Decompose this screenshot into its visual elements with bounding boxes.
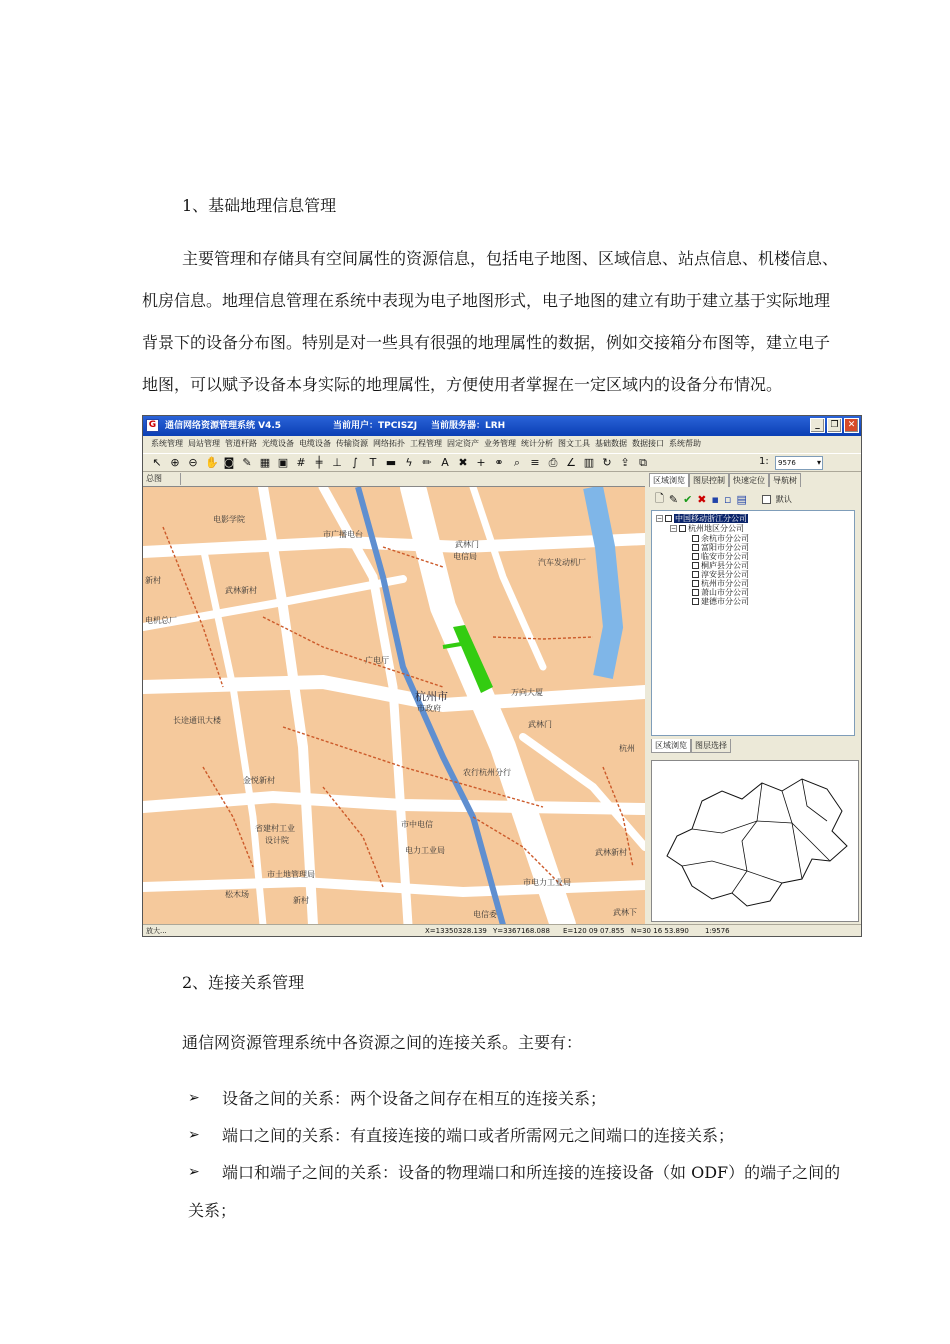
chart-icon[interactable]: ▥ <box>583 456 595 469</box>
city-map <box>143 487 645 924</box>
save-as-icon[interactable]: ▫ <box>723 492 732 506</box>
map-label: 新村 <box>145 576 161 585</box>
map-label: 新村 <box>293 896 309 905</box>
current-server: 当前服务器：LRH <box>431 421 506 431</box>
frame-icon[interactable]: ▣ <box>277 456 289 469</box>
bullet-arrow-icon: ➢ <box>188 1090 200 1106</box>
zoom-out-icon[interactable]: ⊖ <box>188 456 198 469</box>
checkbox[interactable] <box>692 580 699 587</box>
print-icon[interactable]: ⎙ <box>548 456 558 469</box>
map-label: 农行杭州分行 <box>463 768 511 777</box>
scale-prefix: 1: <box>759 456 769 467</box>
map-label: 市广播电台 <box>323 530 363 539</box>
tree-node[interactable]: − 杭州地区分公司 <box>671 524 744 533</box>
default-checkbox-label: 默认 <box>775 494 792 504</box>
menu-bar <box>143 436 861 452</box>
map-label: 广电厅 <box>365 656 389 665</box>
overview-map[interactable] <box>651 760 859 922</box>
tab-region-browse-bottom[interactable]: 区域浏览 <box>651 739 691 753</box>
window-title: 通信网络资源管理系统 V4.5 <box>165 421 282 431</box>
map-label: 武林门 <box>455 540 479 549</box>
menu-item[interactable]: 电缆设备 <box>299 439 331 448</box>
map-label: 电影学院 <box>213 515 245 524</box>
map-label: 杭州市 <box>415 690 448 703</box>
tree-node[interactable]: − 中国移动浙江分公司 <box>657 514 747 523</box>
status-mode: 放大... <box>146 927 167 935</box>
delete-icon[interactable]: ✖ <box>458 456 468 469</box>
map-label: 市政府 <box>417 704 441 713</box>
status-latitude: N=30 16 53.890 <box>631 927 689 935</box>
close-icon[interactable]: ✕ <box>844 418 859 433</box>
section-2-heading: 2、连接关系管理 <box>182 973 305 992</box>
checkbox[interactable] <box>692 571 699 578</box>
map-label: 松木场 <box>225 890 249 899</box>
map-label: 汽车发动机厂 <box>538 558 586 567</box>
tree-node[interactable]: 临安市分公司 <box>692 552 749 561</box>
pan-hand-icon[interactable]: ✋ <box>205 456 219 469</box>
add-icon[interactable]: + <box>476 456 486 469</box>
tree-node[interactable]: 桐庐县分公司 <box>692 561 749 570</box>
map-label: 金悦新村 <box>243 776 275 785</box>
map-label: 电力工业局 <box>405 846 445 855</box>
section-1-paragraph-line-1: 主要管理和存储具有空间属性的资源信息，包括电子地图、区域信息、站点信息、机楼信息、 <box>182 249 839 268</box>
tab-region-browse[interactable]: 区域浏览 <box>649 473 689 487</box>
zoom-in-icon[interactable]: ⊕ <box>170 456 180 469</box>
map-tab-overview[interactable]: 总图 <box>143 473 181 485</box>
checkbox[interactable] <box>692 589 699 596</box>
gis-app-screenshot <box>142 415 862 937</box>
app-titlebar <box>143 416 861 436</box>
pencil-icon[interactable]: ✏ <box>422 456 432 469</box>
map-label: 市土地管理局 <box>267 870 315 879</box>
grid-icon[interactable]: ▦ <box>259 456 271 469</box>
restore-icon[interactable]: ❐ <box>827 418 842 433</box>
tree-node[interactable]: 建德市分公司 <box>692 597 749 606</box>
query-icon[interactable]: ⌕ <box>513 456 521 469</box>
map-label: 市中电信 <box>401 820 433 829</box>
bullet-arrow-icon: ➢ <box>188 1127 200 1143</box>
checkbox[interactable] <box>692 553 699 560</box>
new-icon[interactable]: 🗋 <box>655 491 664 505</box>
refresh-icon[interactable]: ↻ <box>602 456 612 469</box>
checkbox[interactable] <box>679 525 686 532</box>
map-label: 电机总厂 <box>145 616 177 625</box>
map-label: 武林门 <box>528 720 552 729</box>
tab-layer-select[interactable]: 图层选择 <box>691 739 731 753</box>
label-a-icon[interactable]: A <box>441 456 449 469</box>
save-icon[interactable]: ▪ <box>711 492 719 506</box>
section-2-intro: 通信网资源管理系统中各资源之间的连接关系。主要有： <box>182 1033 583 1052</box>
checkbox[interactable] <box>692 544 699 551</box>
app-logo-icon: G <box>146 419 159 432</box>
tab-layer-control[interactable]: 图层控制 <box>689 473 729 487</box>
map-label: 设计院 <box>265 836 289 845</box>
text-icon[interactable]: T <box>369 456 377 469</box>
region-tree <box>651 510 855 736</box>
menu-item[interactable]: 统计分析 <box>521 439 553 448</box>
status-x-coordinate: X=13350328.139 <box>425 927 487 935</box>
default-checkbox[interactable] <box>762 495 771 504</box>
checkbox[interactable] <box>665 515 672 522</box>
bullet-continuation: 关系； <box>188 1201 237 1220</box>
map-label: 武林新村 <box>225 586 257 595</box>
menu-item[interactable]: 固定资产 <box>447 439 479 448</box>
lightning-icon[interactable]: ϟ <box>405 456 413 469</box>
status-longitude: E=120 09 07.855 <box>563 927 625 935</box>
section-1-heading: 1、基础地理信息管理 <box>182 196 337 215</box>
menu-item[interactable]: 光缆设备 <box>262 439 294 448</box>
collapse-icon[interactable]: − <box>657 515 663 522</box>
tab-nav-tree[interactable]: 导航树 <box>769 473 801 487</box>
map-toolbar <box>143 453 861 472</box>
menu-item[interactable]: 图文工具 <box>558 439 590 448</box>
status-scale: 1:9576 <box>705 927 730 935</box>
collapse-icon[interactable]: − <box>671 525 677 532</box>
checkbox[interactable] <box>692 562 699 569</box>
menu-item[interactable]: 基础数据 <box>595 439 627 448</box>
list-icon[interactable]: ▤ <box>736 492 747 506</box>
current-user: 当前用户：TPCISZJ <box>333 421 418 431</box>
menu-item[interactable]: 业务管理 <box>484 439 516 448</box>
map-label: 杭州 <box>619 744 635 753</box>
menu-item[interactable]: 传输资源 <box>336 439 368 448</box>
export-icon[interactable]: ⇪ <box>620 456 630 469</box>
tree-bottom-tabs <box>651 739 855 753</box>
section-1-paragraph-line-3: 背景下的设备分布图。特别是对一些具有很强的地理属性的数据，例如交接箱分布图等，建立电子 <box>142 333 831 352</box>
paint-icon[interactable]: ✎ <box>242 456 252 469</box>
menu-item[interactable]: 局站管理 <box>188 439 220 448</box>
map-label: 长途通讯大楼 <box>173 716 221 725</box>
tree-node[interactable]: 余杭市分公司 <box>692 534 749 543</box>
menu-item[interactable]: 网络拓扑 <box>373 439 405 448</box>
checkbox[interactable] <box>692 535 699 542</box>
bullet-arrow-icon: ➢ <box>188 1164 200 1180</box>
measure-icon[interactable]: ∠ <box>566 456 576 469</box>
map-label: 万向大厦 <box>511 688 543 697</box>
tree-node[interactable]: 萧山市分公司 <box>692 588 749 597</box>
cable-icon[interactable]: ∫ <box>352 456 358 469</box>
confirm-icon[interactable]: ✔ <box>683 492 693 506</box>
bullet-item: 端口和端子之间的关系：设备的物理端口和所连接的连接设备（如 ODF）的端子之间的 <box>222 1163 841 1182</box>
cross-grid-icon[interactable]: # <box>296 456 306 469</box>
menu-item[interactable]: 工程管理 <box>410 439 442 448</box>
menu-item[interactable]: 管道杆路 <box>225 439 257 448</box>
copy-icon[interactable]: ⧉ <box>639 456 647 469</box>
tree-node[interactable]: 淳安县分公司 <box>692 570 749 579</box>
right-panel-tabs <box>649 473 861 487</box>
pointer-icon[interactable]: ↖ <box>152 456 162 469</box>
cancel-icon[interactable]: ✖ <box>697 492 707 506</box>
bullet-item: 设备之间的关系：两个设备之间存在相互的连接关系； <box>222 1089 607 1108</box>
status-y-coordinate: Y=3367168.088 <box>493 927 550 935</box>
scale-dropdown[interactable]: 9576 ▾ <box>775 456 823 470</box>
map-view[interactable] <box>143 486 645 924</box>
tab-quick-locate[interactable]: 快速定位 <box>729 473 769 487</box>
map-label: 武林下 <box>613 908 637 917</box>
binoculars-icon[interactable]: ⚭ <box>494 456 504 469</box>
province-outline <box>652 761 860 923</box>
layer-icon[interactable]: ≡ <box>530 456 540 469</box>
menu-item[interactable]: 数据接口 <box>632 439 664 448</box>
camera-icon[interactable]: ◙ <box>223 456 235 469</box>
menu-item[interactable]: 系统帮助 <box>669 439 701 448</box>
tower-icon[interactable]: ⊥ <box>332 456 342 469</box>
map-label: 市电力工业局 <box>523 878 571 887</box>
map-label: 武林新村 <box>595 848 627 857</box>
tree-node[interactable]: 富阳市分公司 <box>692 543 749 552</box>
pole-icon[interactable]: ╪ <box>315 456 323 469</box>
map-label: 省建村工业 <box>255 824 295 833</box>
map-label: 电信局 <box>453 552 477 561</box>
edit-icon[interactable]: ✎ <box>668 492 679 506</box>
map-label: 电信委 <box>473 910 497 919</box>
section-1-paragraph-line-2: 机房信息。地理信息管理在系统中表现为电子地图形式，电子地图的建立有助于建立基于实际地理 <box>142 291 831 310</box>
line-icon[interactable]: ▬ <box>385 456 397 469</box>
menu-item[interactable]: 系统管理 <box>151 439 183 448</box>
tree-toolbar <box>651 490 859 508</box>
bullet-item: 端口之间的关系：有直接连接的端口或者所需网元之间端口的连接关系； <box>222 1126 735 1145</box>
status-bar <box>143 924 861 937</box>
section-1-paragraph-line-4: 地图，可以赋予设备本身实际的地理属性，方便使用者掌握在一定区域内的设备分布情况。 <box>142 375 783 394</box>
tree-node[interactable]: 杭州市分公司 <box>692 579 749 588</box>
minimize-icon[interactable]: _ <box>810 418 825 433</box>
checkbox[interactable] <box>692 598 699 605</box>
